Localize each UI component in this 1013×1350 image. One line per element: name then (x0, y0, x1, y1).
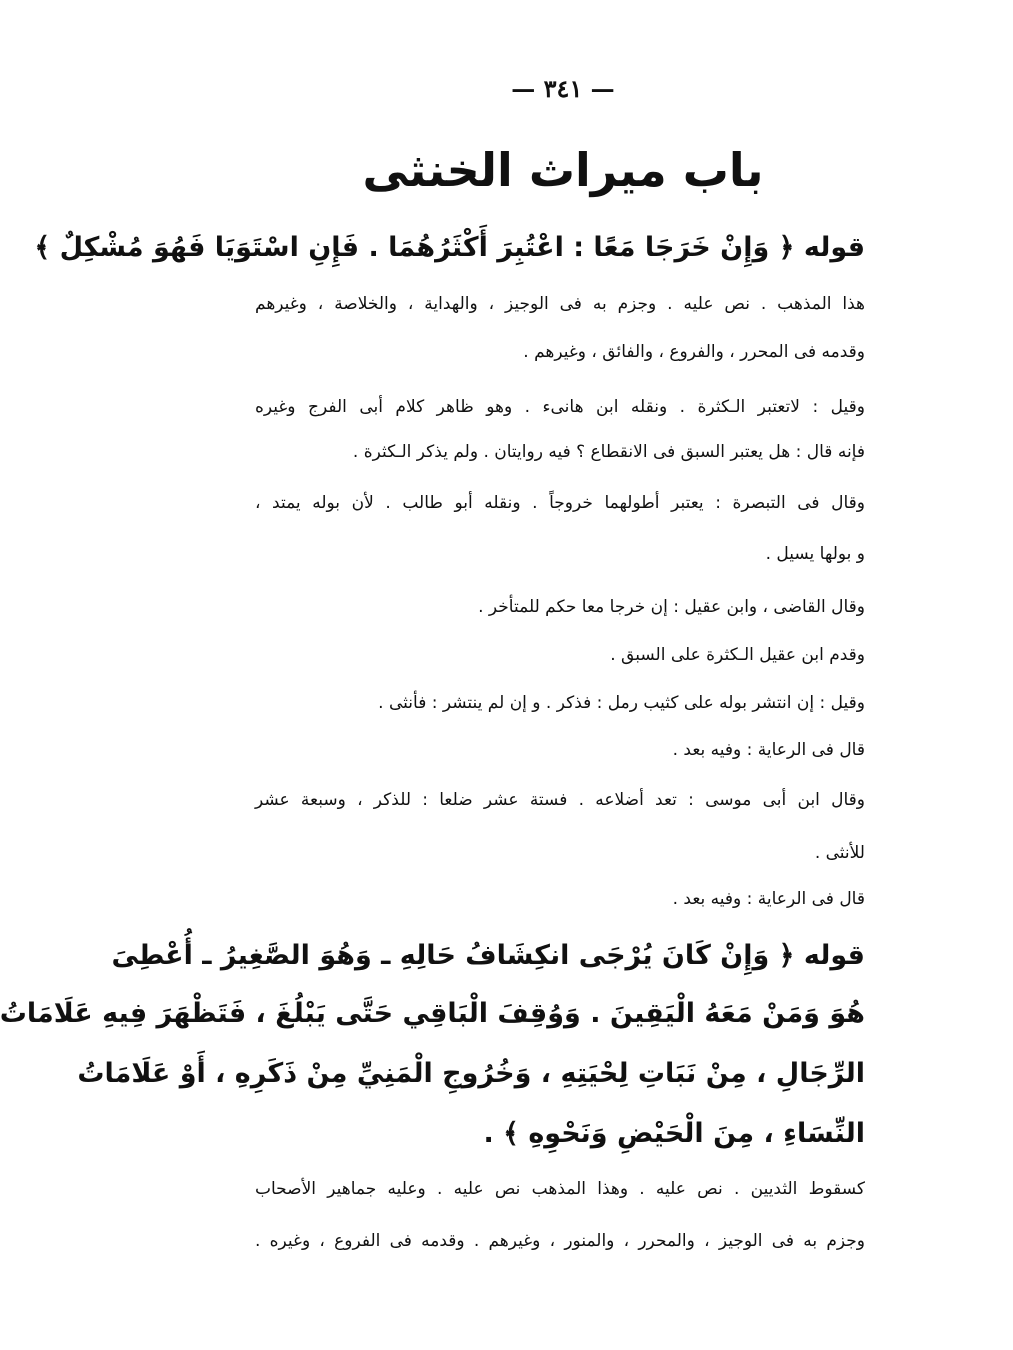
body-text-line: وجزم به فى الوجيز ، والمحرر ، والمنور ، وغيرهم . وقدمه فى الفروع ، وغيره . (255, 1231, 865, 1251)
quoted-text-line: هُوَ وَمَنْ مَعَهُ الْيَقِينَ . وَوُقِفَ الْبَاقِي حَتَّى يَبْلُغَ ، فَتَظْهَرَ فِيهِ عَلَامَاتُ (0, 998, 865, 1029)
body-text-line: وقيل : لاتعتبر الـكثرة . ونقله ابن هانىء . وهو ظاهر كلام أبى الفرج وغيره (255, 397, 865, 417)
body-text-line: قال فى الرعاية : وفيه بعد . (672, 740, 865, 760)
body-text-line: وقدمه فى المحرر ، والفروع ، والفائق ، وغيرهم . (523, 342, 865, 362)
body-text-line: وقيل : إن انتشر بوله على كثيب رمل : فذكر . و إن لم ينتشر : فأنثى . (378, 693, 865, 713)
page-number: — ٣٤١ — (511, 74, 615, 103)
quoted-text-line: قوله ﴿ وَإِنْ خَرَجَا مَعًا : اعْتُبِرَ أَكْثَرُهُمَا . فَإِنِ اسْتَوَيَا فَهُوَ مُشْكِلٌ ﴾ (34, 232, 865, 263)
quoted-text-line: الرِّجَالِ ، مِنْ نَبَاتِ لِحْيَتِهِ ، وَخُرُوجِ الْمَنِيِّ مِنْ ذَكَرِهِ ، أَوْ عَلَامَاتُ (77, 1058, 865, 1089)
chapter-title: باب ميراث الخنثى (362, 143, 764, 197)
body-text-line: للأنثى . (814, 843, 865, 863)
body-text-line: وقدم ابن عقيل الـكثرة على السبق . (610, 645, 865, 665)
body-text-line: فإنه قال : هل يعتبر السبق فى الانقطاع ؟ فيه روايتان . ولم يذكر الـكثرة . (352, 442, 865, 462)
body-text-line: هذا المذهب . نص عليه . وجزم به فى الوجيز ، والهداية ، والخلاصة ، وغيرهم (255, 294, 865, 314)
body-text-line: قال فى الرعاية : وفيه بعد . (672, 889, 865, 909)
quoted-text-line: قوله ﴿ وَإِنْ كَانَ يُرْجَى انكِشَافُ حَالِهِ ـ وَهُوَ الصَّغِيرُ ـ أُعْطِىَ (111, 940, 865, 971)
quoted-text-line: النِّسَاءِ ، مِنَ الْحَيْضِ وَنَحْوِهِ ﴾ . (483, 1118, 865, 1149)
body-text-line: وقال فى التبصرة : يعتبر أطولهما خروجاً . ونقله أبو طالب . لأن بوله يمتد ، (255, 493, 865, 513)
body-text-line: وقال القاضى ، وابن عقيل : إن خرجا معا حكم للمتأخر . (478, 597, 865, 617)
body-text-line: وقال ابن أبى موسى : تعد أضلاعه . فستة عشر ضلعا : للذكر ، وسبعة عشر (255, 790, 865, 810)
body-text-line: و بولها يسيل . (765, 544, 865, 564)
body-text-line: كسقوط الثديين . نص عليه . وهذا المذهب نص عليه . وعليه جماهير الأصحاب (255, 1179, 865, 1199)
